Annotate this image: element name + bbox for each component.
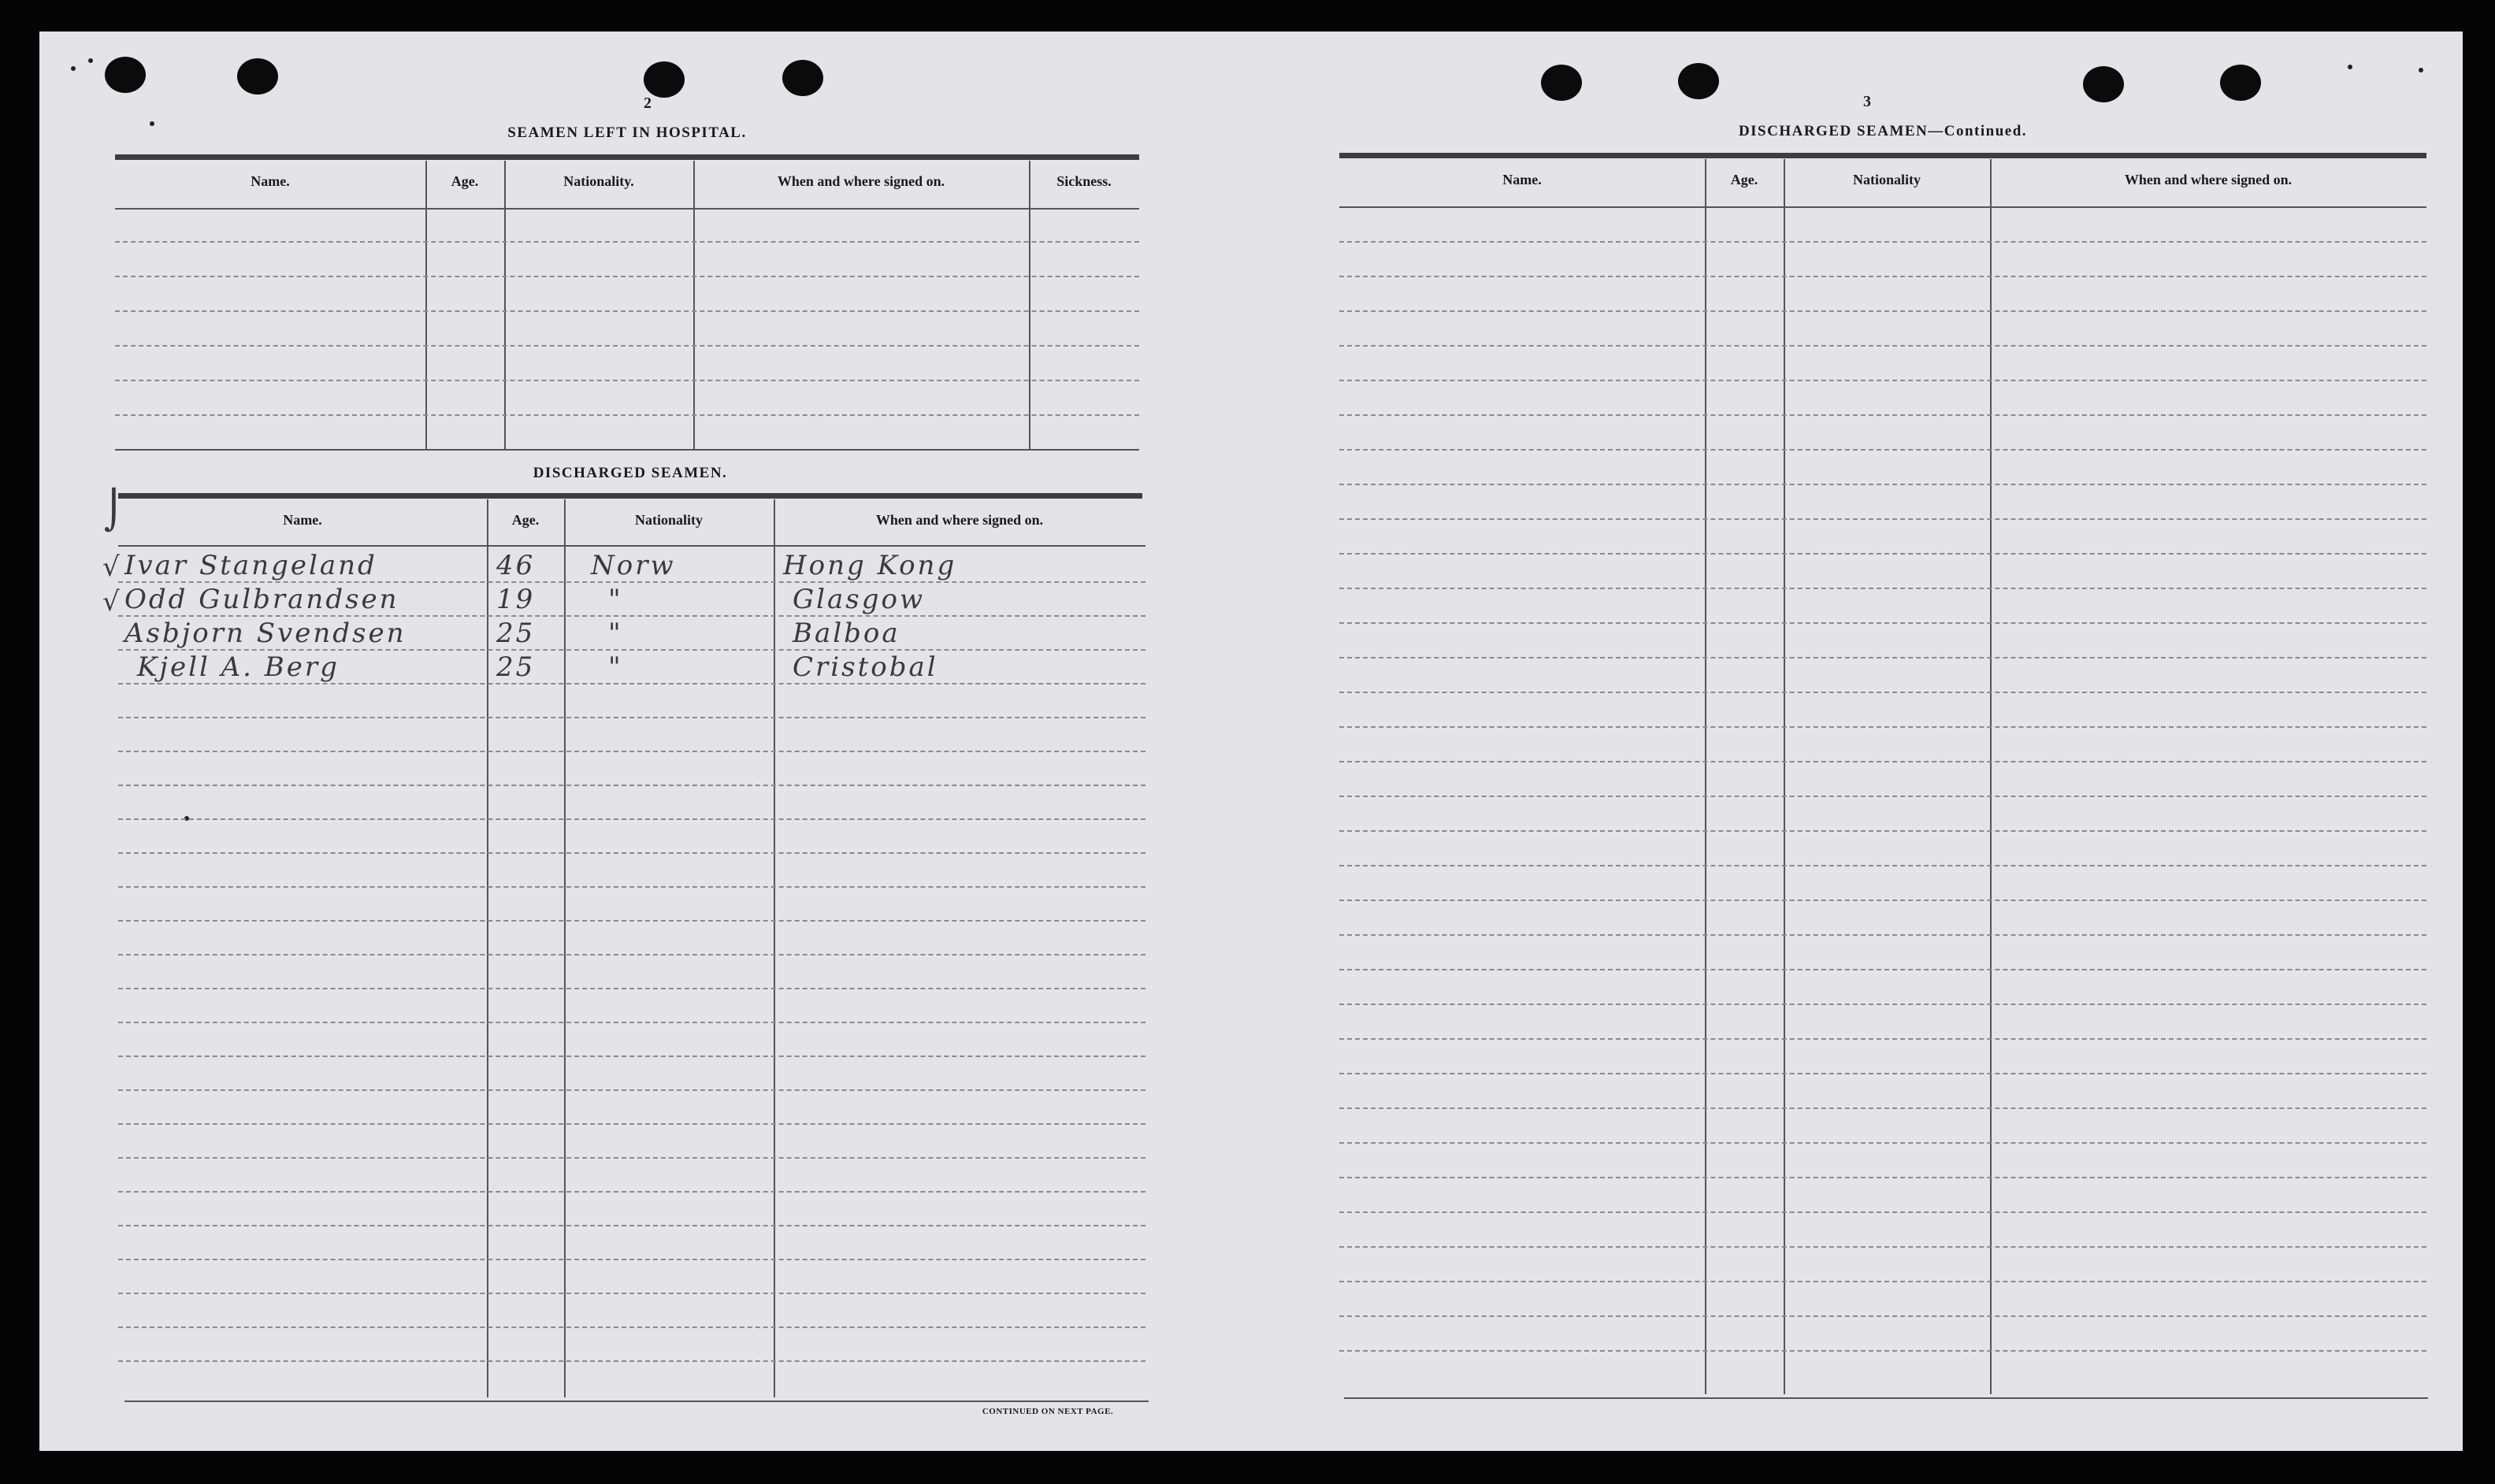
seaman-signed-on: Hong Kong bbox=[783, 550, 957, 581]
seaman-name: Ivar Stangeland bbox=[124, 550, 377, 581]
ruled-line bbox=[1339, 449, 2426, 451]
ruled-line bbox=[115, 414, 1139, 416]
ruled-line bbox=[1339, 553, 2426, 555]
seaman-age: 19 bbox=[496, 584, 536, 615]
seaman-signed-on: Cristobal bbox=[793, 651, 938, 683]
ruled-line bbox=[1339, 1315, 2426, 1317]
ruled-line bbox=[118, 1191, 1145, 1193]
ruled-line bbox=[1339, 1004, 2426, 1005]
ruled-line bbox=[118, 717, 1145, 718]
discharged-section-title: DISCHARGED SEAMEN. bbox=[533, 465, 728, 481]
ink-speck bbox=[2419, 68, 2423, 72]
ruled-line bbox=[118, 1259, 1145, 1260]
ruled-line bbox=[118, 1293, 1145, 1294]
ruled-line bbox=[118, 785, 1145, 786]
seaman-signed-on: Glasgow bbox=[793, 584, 926, 615]
hospital-top-rule bbox=[115, 154, 1139, 160]
ruled-line bbox=[118, 1326, 1145, 1328]
ruled-line bbox=[1339, 622, 2426, 624]
ruled-line bbox=[1339, 1142, 2426, 1144]
ruled-line bbox=[1339, 1177, 2426, 1178]
ruled-line bbox=[115, 310, 1139, 312]
column-divider bbox=[693, 161, 695, 449]
ruled-line bbox=[118, 1123, 1145, 1125]
continued-footer: CONTINUED ON NEXT PAGE. bbox=[982, 1407, 1114, 1416]
right-top-rule bbox=[1339, 153, 2426, 158]
ruled-line bbox=[1339, 934, 2426, 936]
ruled-line bbox=[1339, 761, 2426, 762]
punch-hole bbox=[782, 60, 823, 96]
column-divider bbox=[774, 499, 775, 1397]
continued-header-age: Age. bbox=[1730, 172, 1758, 187]
ruled-line bbox=[1339, 1107, 2426, 1109]
punch-hole bbox=[2083, 66, 2124, 102]
ruled-line bbox=[1339, 588, 2426, 589]
ruled-line bbox=[115, 276, 1139, 277]
ruled-line bbox=[118, 649, 1145, 651]
discharged-header-rule bbox=[118, 545, 1145, 547]
ruled-line bbox=[118, 954, 1145, 955]
ruled-line bbox=[1339, 692, 2426, 693]
ruled-line bbox=[118, 1022, 1145, 1023]
ruled-line bbox=[1339, 310, 2426, 312]
continued-header-name: Name. bbox=[1502, 172, 1542, 187]
ruled-line bbox=[1339, 1038, 2426, 1040]
ruled-line bbox=[1339, 830, 2426, 832]
discharged-bottom-rule bbox=[124, 1401, 1149, 1402]
seaman-age: 46 bbox=[496, 550, 536, 581]
ruled-line bbox=[118, 818, 1145, 820]
ruled-line bbox=[1339, 900, 2426, 901]
page-number: 2 bbox=[644, 95, 652, 112]
ruled-line bbox=[1339, 276, 2426, 277]
seaman-name: Asbjorn Svendsen bbox=[124, 618, 407, 649]
ruled-line bbox=[118, 1055, 1145, 1057]
page-number: 3 bbox=[1863, 93, 1871, 110]
seaman-name: Odd Gulbrandsen bbox=[124, 584, 399, 615]
right-bottom-rule bbox=[1344, 1397, 2428, 1399]
hospital-header-name: Name. bbox=[251, 173, 290, 189]
ruled-line bbox=[118, 852, 1145, 854]
right-header-rule bbox=[1339, 206, 2426, 208]
ruled-line bbox=[115, 241, 1139, 243]
seaman-signed-on: Balboa bbox=[793, 618, 900, 649]
punch-hole bbox=[2220, 65, 2261, 101]
ruled-line bbox=[1339, 345, 2426, 347]
ruled-line bbox=[118, 988, 1145, 989]
ink-speck bbox=[2348, 65, 2352, 69]
ruled-line bbox=[1339, 726, 2426, 728]
hospital-header-age: Age. bbox=[451, 173, 479, 189]
column-divider bbox=[425, 161, 427, 449]
record-sheet bbox=[39, 32, 2463, 1451]
hospital-bottom-rule bbox=[115, 449, 1139, 451]
hospital-header-rule bbox=[115, 208, 1139, 210]
punch-hole bbox=[105, 57, 146, 93]
ruled-line bbox=[118, 683, 1145, 684]
seaman-nationality: " bbox=[608, 584, 623, 615]
ruled-line bbox=[1339, 484, 2426, 485]
ruled-line bbox=[1339, 380, 2426, 381]
discharged-header-age: Age. bbox=[511, 512, 540, 528]
hospital-section-title: SEAMEN LEFT IN HOSPITAL. bbox=[507, 124, 747, 141]
ruled-line bbox=[1339, 1073, 2426, 1074]
ruled-line bbox=[1339, 414, 2426, 416]
ruled-line bbox=[1339, 1281, 2426, 1282]
punch-hole bbox=[1678, 63, 1719, 99]
ink-speck bbox=[88, 58, 93, 63]
punch-hole bbox=[1541, 65, 1582, 101]
continued-section-title: DISCHARGED SEAMEN—Continued. bbox=[1738, 123, 2028, 139]
column-divider bbox=[504, 161, 506, 449]
ruled-line bbox=[118, 615, 1145, 617]
check-mark: ⌡ bbox=[104, 488, 124, 532]
discharged-top-rule bbox=[118, 493, 1142, 499]
ruled-line bbox=[118, 1089, 1145, 1091]
check-mark: √ bbox=[102, 551, 120, 583]
discharged-header-nationality: Nationality bbox=[634, 512, 703, 528]
seaman-name: Kjell A. Berg bbox=[137, 651, 340, 683]
ruled-line bbox=[115, 380, 1139, 381]
check-mark: √ bbox=[102, 586, 120, 618]
seaman-nationality: " bbox=[608, 651, 623, 683]
ruled-line bbox=[1339, 1211, 2426, 1213]
punch-hole bbox=[644, 61, 685, 98]
ruled-line bbox=[1339, 969, 2426, 970]
discharged-header-signed-on: When and where signed on. bbox=[875, 512, 1044, 528]
ruled-line bbox=[118, 581, 1145, 583]
seaman-nationality: " bbox=[608, 618, 623, 649]
ruled-line bbox=[1339, 518, 2426, 520]
ruled-line bbox=[115, 345, 1139, 347]
column-divider bbox=[1029, 161, 1030, 449]
ruled-line bbox=[118, 886, 1145, 888]
ruled-line bbox=[118, 920, 1145, 922]
ruled-line bbox=[118, 751, 1145, 752]
seaman-age: 25 bbox=[496, 618, 536, 649]
ruled-line bbox=[1339, 241, 2426, 243]
hospital-header-signed-on: When and where signed on. bbox=[777, 173, 945, 189]
ruled-line bbox=[1339, 1350, 2426, 1352]
discharged-header-name: Name. bbox=[283, 512, 322, 528]
ruled-line bbox=[118, 1225, 1145, 1226]
ruled-line bbox=[1339, 796, 2426, 797]
hospital-header-nationality: Nationality. bbox=[563, 173, 634, 189]
seaman-nationality: Norw bbox=[591, 550, 676, 581]
column-divider bbox=[487, 499, 488, 1397]
continued-header-nationality: Nationality bbox=[1852, 172, 1921, 187]
punch-hole bbox=[237, 58, 278, 95]
hospital-header-sickness: Sickness. bbox=[1056, 173, 1112, 189]
seaman-age: 25 bbox=[496, 651, 536, 683]
continued-header-signed-on: When and where signed on. bbox=[2124, 172, 2293, 187]
ruled-line bbox=[1339, 865, 2426, 866]
ruled-line bbox=[118, 1157, 1145, 1159]
ruled-line bbox=[1339, 1246, 2426, 1248]
ruled-line bbox=[1339, 657, 2426, 659]
ink-speck bbox=[71, 66, 76, 71]
column-divider bbox=[564, 499, 566, 1397]
ruled-line bbox=[118, 1360, 1145, 1362]
